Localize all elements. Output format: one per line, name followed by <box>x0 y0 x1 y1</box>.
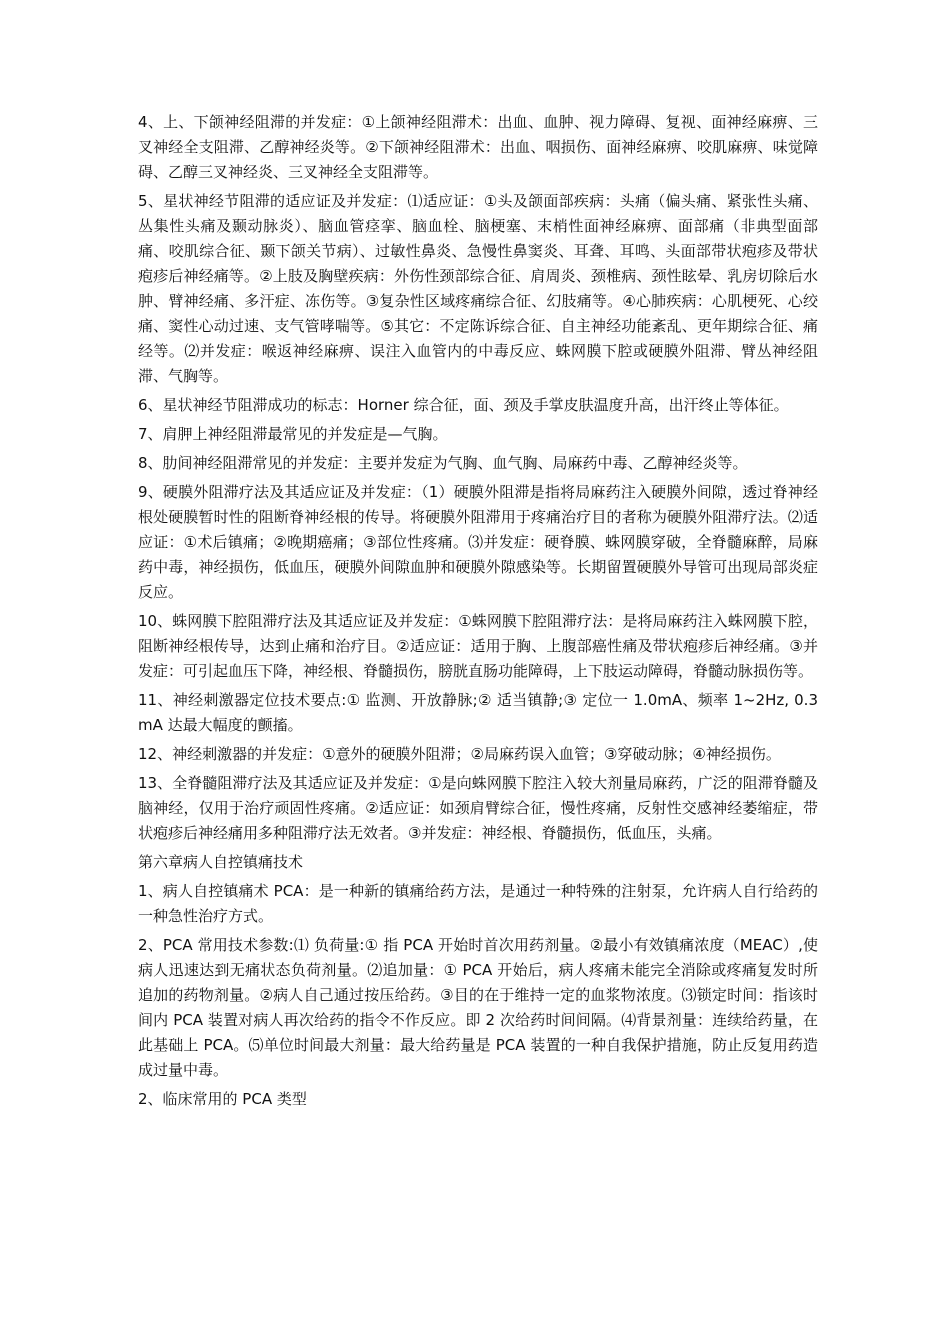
paragraph-5: 5、星状神经节阻滞的适应证及并发症：⑴适应证：①头及颌面部疾病：头痛（偏头痛、紧张性头痛、丛集性头痛及颞动脉炎）、脑血管痉挛、脑血栓、脑梗塞、末梢性面神经麻痹、面部痛（非典型面部痛、咬肌综合征、颞下颌关节病）、过敏性鼻炎、急慢性鼻窦炎、耳聋、耳鸣、头面部带状疱疹及带状疱疹后神经痛等。②上肢及胸壁疾病：外伤性颈部综合征、肩周炎、颈椎病、颈性眩晕、乳房切除后水肿、臂神经痛、多汗症、冻伤等。③复杂性区域疼痛综合征、幻肢痛等。④心肺疾病：心肌梗死、心绞痛、窦性心动过速、支气管哮喘等。⑤其它：不定陈诉综合征、自主神经功能紊乱、更年期综合征、痛经等。⑵并发症：喉返神经麻痹、误注入血管内的中毒反应、蛛网膜下腔或硬膜外阻滞、臂丛神经阻滞、气胸等。 <box>138 192 818 385</box>
paragraph-pca-types: 2、临床常用的 PCA 类型 <box>138 1090 307 1108</box>
document-body <box>138 110 818 1116</box>
paragraph-12: 12、神经刺激器的并发症：①意外的硬膜外阻滞；②局麻药误入血管；③穿破动脉；④神经损伤。 <box>138 745 781 763</box>
paragraph-4: 4、上、下颌神经阻滞的并发症：①上颌神经阻滞术：出血、血肿、视力障碍、复视、面神经麻痹、三叉神经全支阻滞、乙醇神经炎等。②下颌神经阻滞术：出血、咽损伤、面神经麻痹、咬肌麻痹、味觉障碍、乙醇三叉神经炎、三叉神经全支阻滞等。 <box>138 113 818 181</box>
chapter-heading: 第六章病人自控镇痛技术 <box>138 853 304 871</box>
paragraph-10: 10、蛛网膜下腔阻滞疗法及其适应证及并发症：①蛛网膜下腔阻滞疗法：是将局麻药注入蛛网膜下腔，阻断神经根传导，达到止痛和治疗目。②适应证：适用于胸、上腹部癌性痛及带状疱疹后神经痛。③并发症：可引起血压下降，神经根、脊髓损伤，膀胱直肠功能障碍，上下肢运动障碍，脊髓动脉损伤等。 <box>138 612 818 680</box>
paragraph-pca-2: 2、PCA 常用技术参数:⑴ 负荷量:① 指 PCA 开始时首次用药剂量。②最小有效镇痛浓度（MEAC）,使病人迅速达到无痛状态负荷剂量。⑵追加量：① PCA 开始后，病人疼痛未能完全消除或疼痛复发时所追加的药物剂量。②病人自己通过按压给药。③目的在于维持一定的血浆物浓度。⑶锁定时间：指该时间内 PCA 装置对病人再次给药的指令不作反应。即 2 次给药时间间隔。⑷背景剂量：连续给药量，在此基础上 PCA。⑸单位时间最大剂量：最大给药量是 PCA 装置的一种自我保护措施，防止反复用药造成过量中毒。 <box>138 936 818 1079</box>
paragraph-8: 8、肋间神经阻滞常见的并发症：主要并发症为气胸、血气胸、局麻药中毒、乙醇神经炎等。 <box>138 454 748 472</box>
paragraph-13: 13、全脊髓阻滞疗法及其适应证及并发症：①是向蛛网膜下腔注入较大剂量局麻药，广泛的阻滞脊髓及脑神经，仅用于治疗顽固性疼痛。②适应证：如颈肩臂综合征，慢性疼痛，反射性交感神经萎缩症，带状疱疹后神经痛用多种阻滞疗法无效者。③并发症：神经根、脊髓损伤，低血压，头痛。 <box>138 774 818 842</box>
paragraph-11: 11、神经刺激器定位技术要点:① 监测、开放静脉;② 适当镇静;③ 定位一 1.0mA、频率 1~2Hz, 0.3mA 达最大幅度的颤搐。 <box>138 691 818 734</box>
paragraph-7: 7、肩胛上神经阻滞最常见的并发症是—气胸。 <box>138 425 448 443</box>
paragraph-6: 6、星状神经节阻滞成功的标志：Horner 综合征，面、颈及手掌皮肤温度升高，出汗终止等体征。 <box>138 396 789 414</box>
paragraph-pca-1: 1、病人自控镇痛术 PCA：是一种新的镇痛给药方法，是通过一种特殊的注射泵，允许病人自行给药的一种急性治疗方式。 <box>138 882 818 925</box>
paragraph-9: 9、硬膜外阻滞疗法及其适应证及并发症：（1）硬膜外阻滞是指将局麻药注入硬膜外间隙，透过脊神经根处硬膜暂时性的阻断脊神经根的传导。将硬膜外阻滞用于疼痛治疗目的者称为硬膜外阻滞疗法。⑵适应证：①术后镇痛；②晚期癌痛；③部位性疼痛。⑶并发症：硬脊膜、蛛网膜穿破，全脊髓麻醉，局麻药中毒，神经损伤，低血压，硬膜外间隙血肿和硬膜外隙感染等。长期留置硬膜外导管可出现局部炎症反应。 <box>138 483 818 601</box>
